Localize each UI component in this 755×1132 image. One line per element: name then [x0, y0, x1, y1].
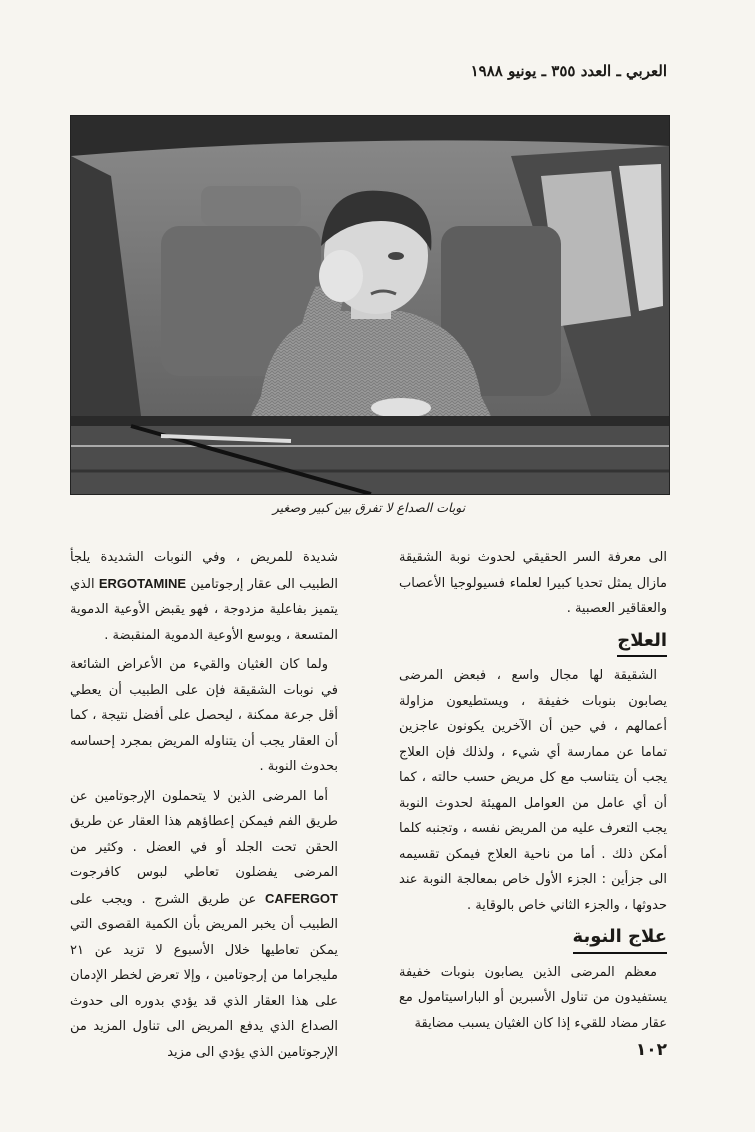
running-head: العربي ـ العدد ٣٥٥ ـ يونيو ١٩٨٨: [470, 62, 667, 80]
heading-attack-treatment: علاج النوبة: [573, 924, 667, 954]
article-column-left: [70, 545, 338, 1069]
child-in-car-illustration: [71, 116, 669, 494]
page-number: ١٠٢: [635, 1040, 667, 1060]
article-column-right: [399, 545, 667, 1040]
photo-child-in-car: [70, 115, 670, 495]
term-cafergot: CAFERGOT: [265, 890, 338, 906]
photo-caption: نوبات الصداع لا تفرق بين كبير وصغير: [272, 500, 466, 515]
attack-paragraph: معظم المرضى الذين يصابون بنوبات خفيفة يستفيدون من تناول الأسبرين أو الباراسيتامول مع عقار مضاد للقيء إذا كان الغثيان يسبب مضايقة: [399, 964, 667, 1031]
cafergot-text-before: أما المرضى الذين لا يتحملون الإرجوتامين عن طريق الفم فيمكن إعطاؤهم هذا العقار عن طريق الحقن تحت الجلد أو في العضل . وكثير من المرضى يفضلون تعاطي لبوس كافرجوت: [70, 788, 338, 880]
ergotamine-text-before: شديدة للمريض ، وفي النوبات الشديدة يلجأ الطبيب الى عقار إرجوتامين: [70, 550, 339, 592]
ergotamine-paragraph: [70, 545, 338, 648]
heading-treatment: العلاج: [617, 628, 667, 658]
nausea-paragraph: ولما كان الغثيان والقيء من الأعراض الشائعة في نوبات الشقيقة فإن على الطبيب أن يعطي أقل جرعة ممكنة ، ليحصل على أفضل نتيجة ، كما أن العقار يجب أن يتناوله المريض بمجرد إحساسه بحدوث النوبة .: [70, 657, 338, 774]
treatment-paragraph: الشقيقة لها مجال واسع ، فبعض المرضى يصابون بنوبات خفيفة ، ويستطيعون مزاولة أعمالهم ، في حين أن الآخرين يكونون عاجزين تماما عن ممارسة أي شيء ، ولذلك فإن العلاج يجب أن يتناسب مع كل مريض حسب حالته ، كما أن أي عامل من العوامل المهيئة لحدوث النوبة يجب التعرف عليه من المريض نفسه ، وتجنبه كلما أمكن ذلك . أما من ناحية العلاج فيمكن تقسيمه الى جزأين : الجزء الأول خاص بمعالجة النوبة عند حدوثها ، والجزء الثاني خاص بالوقاية .: [399, 668, 667, 913]
cafergot-text-after: عن طريق الشرج . ويجب على الطبيب أن يخبر المريض بأن الكمية القصوى التي يمكن تعاطيها خلال الأسبوع لا تزيد عن ٢١ مليجراما من إرجوتامين ، وإلا تعرض لخطر الإدمان على هذا العقار الذي قد يؤدي بدوره الى حدوث الصداع الذي يدفع المريض الى تناول المزيد من الإرجوتامين الذي يؤدي الى مزيد: [70, 891, 338, 1060]
intro-paragraph: الى معرفة السر الحقيقي لحدوث نوبة الشقيقة مازال يمثل تحديا كبيرا لعلماء فسيولوجيا الأعصاب والعقاقير العصبية .: [399, 550, 667, 616]
ergotamine-text-after: الذي يتميز بفاعلية مزدوجة ، فهو يقبض الأوعية الدموية المتسعة ، ويوسع الأوعية الدموية المنقبضة .: [70, 576, 338, 643]
term-ergotamine: ERGOTAMINE: [98, 575, 187, 591]
cafergot-paragraph: [70, 784, 338, 1066]
